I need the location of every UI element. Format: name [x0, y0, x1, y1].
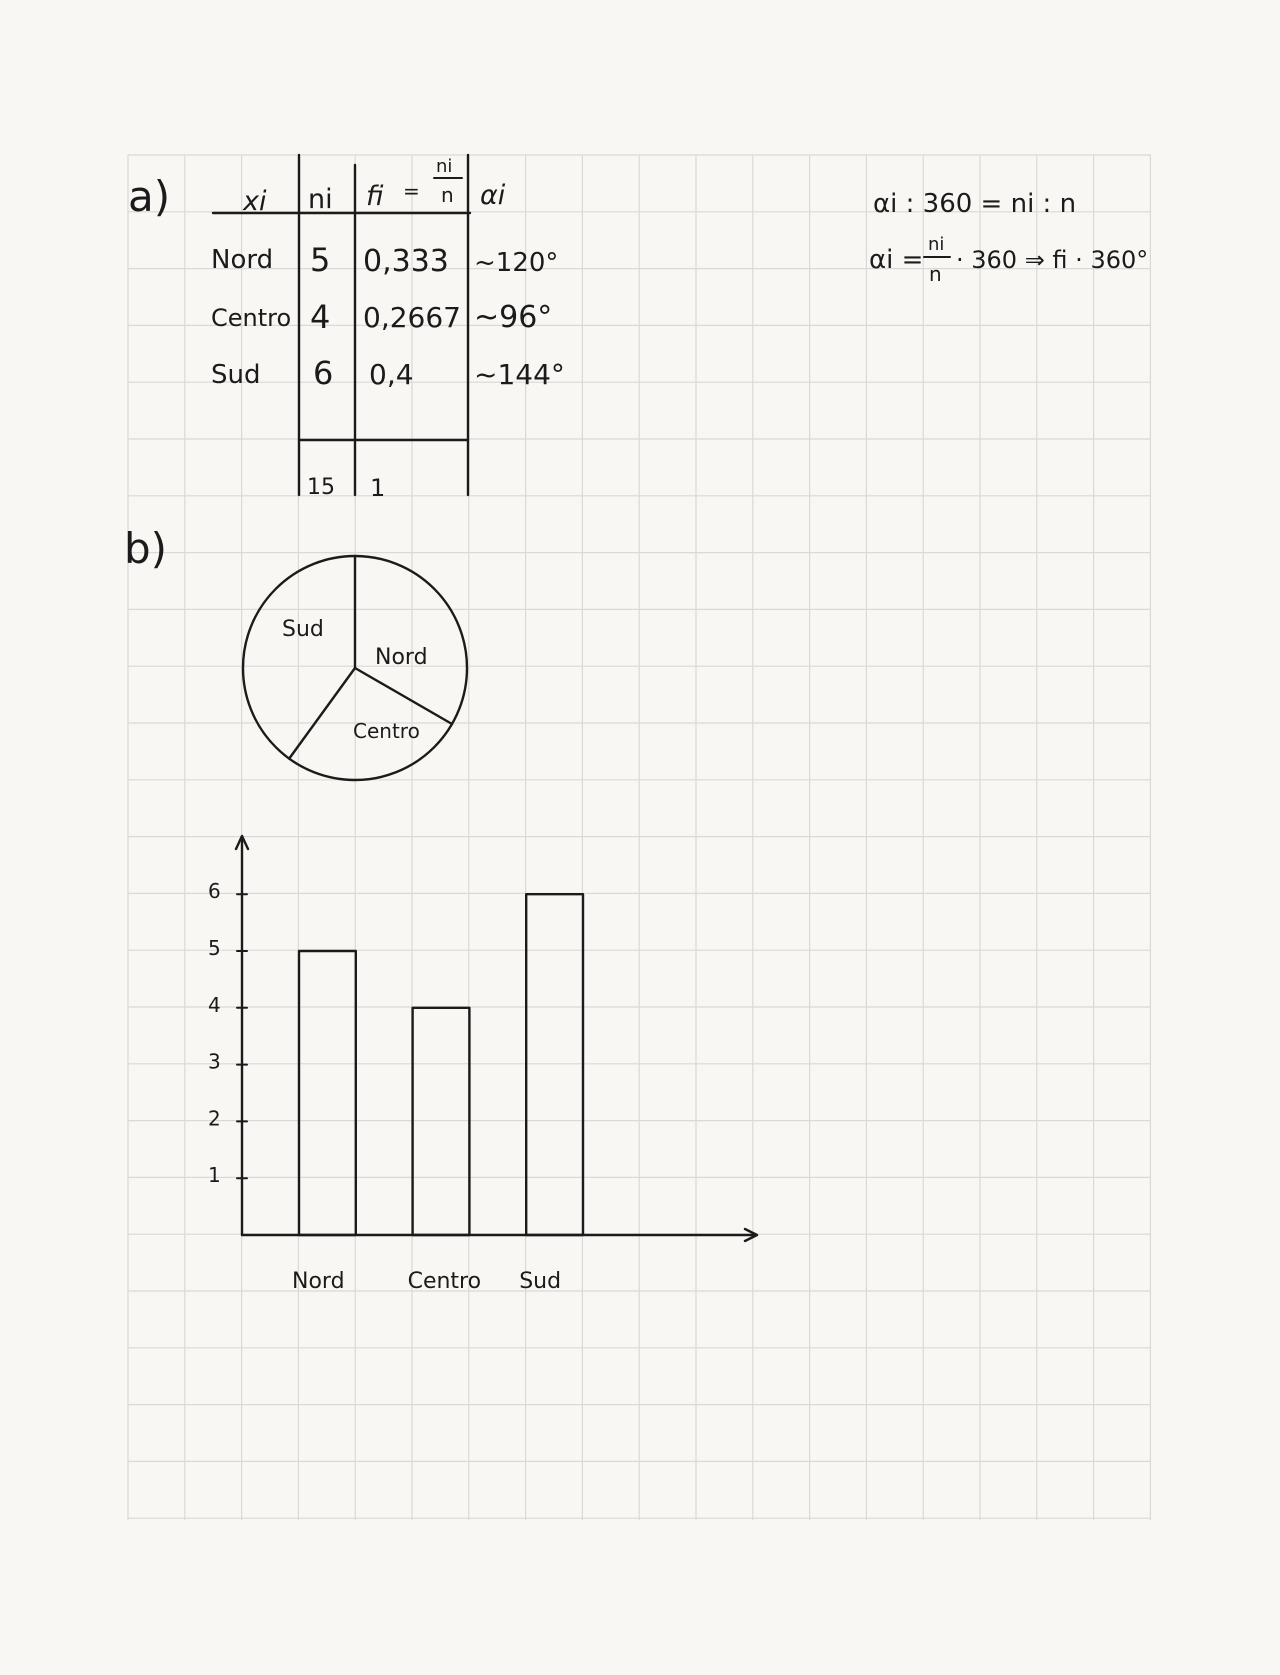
row-x: Sud	[211, 360, 261, 390]
row-f: 0,333	[363, 244, 449, 279]
header-alpha: αi	[480, 180, 506, 211]
total-f: 1	[370, 474, 386, 502]
row-f: 0,4	[369, 358, 414, 391]
bar	[526, 894, 583, 1235]
graph-paper-grid	[128, 155, 1151, 1520]
alpha-formula-denominator: n	[929, 262, 942, 286]
row-n: 5	[310, 241, 331, 279]
x-tick-label: Sud	[519, 1269, 562, 1294]
x-tick-label: Centro	[407, 1269, 482, 1294]
y-tick-label: 2	[208, 1106, 221, 1131]
row-n: 4	[310, 298, 331, 336]
pie-slice-boundary	[355, 668, 452, 724]
proportion-formula: αi : 360 = ni : n	[873, 189, 1077, 219]
angle-formulas	[869, 189, 1148, 286]
header-fi-equals: =	[403, 179, 420, 203]
alpha-formula-rhs: · 360 ⇒ fi · 360°	[956, 246, 1149, 274]
section-a-label: a)	[128, 172, 171, 221]
row-x: Centro	[211, 304, 292, 332]
header-fi: fi	[366, 181, 384, 212]
bar	[413, 1008, 470, 1235]
row-alpha: ~144°	[474, 358, 565, 391]
row-f: 0,2667	[363, 301, 461, 334]
header-fi-denominator: n	[441, 183, 454, 207]
y-tick-label: 4	[208, 992, 221, 1017]
pie-slice-boundary	[289, 668, 355, 759]
row-n: 6	[313, 354, 334, 392]
alpha-formula-numerator: ni	[928, 234, 945, 255]
x-tick-label: Nord	[292, 1269, 345, 1294]
alpha-formula-lhs: αi =	[869, 245, 924, 275]
pie-slice-label: Sud	[282, 617, 324, 642]
pie-slice-label: Nord	[375, 645, 428, 670]
header-fi-numerator: ni	[436, 156, 453, 177]
pie-slice-label: Centro	[353, 719, 420, 743]
row-alpha: ~96°	[474, 300, 553, 335]
header-xi: xi	[243, 186, 267, 217]
row-x: Nord	[211, 245, 274, 275]
bar-chart	[208, 836, 757, 1294]
header-ni: ni	[308, 184, 333, 215]
y-tick-label: 5	[208, 936, 221, 960]
section-b-label: b)	[124, 524, 168, 573]
y-tick-label: 6	[208, 879, 221, 904]
y-tick-label: 1	[208, 1163, 221, 1188]
total-n: 15	[307, 475, 335, 500]
frequency-table	[211, 155, 565, 502]
bar	[299, 951, 356, 1235]
y-tick-label: 3	[208, 1049, 221, 1074]
row-alpha: ~120°	[474, 248, 559, 278]
